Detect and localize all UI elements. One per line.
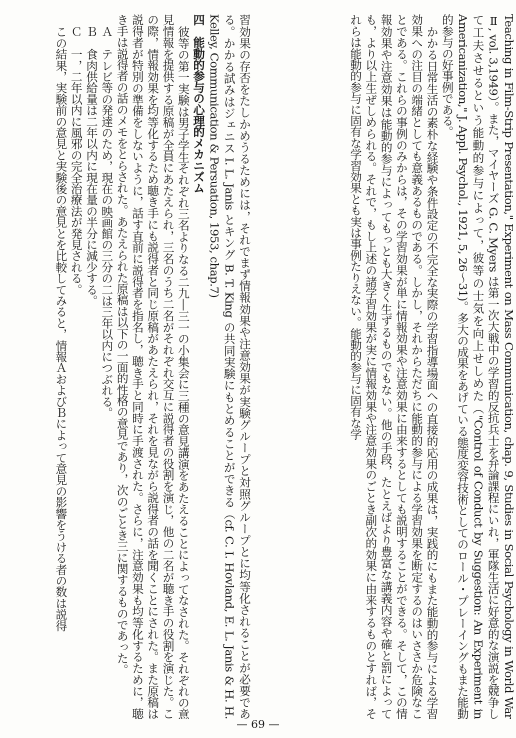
list-item: Ｃ 一，二年以内に風邪の完全治療法が発見される。: [69, 25, 84, 295]
section-heading: 四 能動的参与の心理的メカニズム: [192, 14, 207, 194]
list-item: Ｂ 食肉供給量は二年以内に現在量の半分に減少する。: [85, 25, 100, 306]
page-number: — 69 —: [236, 718, 280, 731]
text-column-right: [258, 14, 516, 719]
paragraph: 習効果の存否をたしかめうるためには，それでまず情報効果や注意効果が実験グループと対照グループとに均等化されることが必要である。かかる試みはジェニス I. L. Janis とキング B. T. King の共同実験にもとめることができる（cf. C. I. Hovland, E. L. Janis & H. H. Kelley, Communication & Persuation, 1953, chap.7): [207, 14, 252, 719]
paragraph: この結果，実験前の意見と実験後の意見とを比較してみると，情報ＡおよびＢによって意見の影響をうける者の数は説得: [54, 25, 69, 631]
list-item: Ａ テレビ等の発達のため，現在の映画館の三分の二は三年以内につぶれる。: [100, 25, 115, 418]
paragraph: 彼等の第一実験は男子学生それぞれ三名よりなる二九―三一の小集会に三種の意見講演をあたえることによってなされた。それぞれの意見情報を提供する原稿が全員にあたえられ，三名のうち二名がそれぞれ交互に説得者の役割を演じ，他の二名が聴き手の役割を演じた。この際，情報効果を均等化するため聴き手にも説得者と同じ原稿があたえられ，それを見ながら説得者の話を聞くことにされた。また原稿は説得者が特別の準備をしないように，話す直前に説得者を指名し，聴き手と同時に手渡された。さらに，注意効果も均等化するために，聴き手は説得者の話のメモをとらされた。あたえられた原稿は以下の一面的性格の意見であり，次のごとき三に関するものであった。: [115, 14, 191, 719]
paragraph: かかる日常生活の素朴な経験や条件設定の不完全な実際の学習指導場面への直接的応用の成果は，実践的にもまた能動的参与による学習効果への注目の端緒としても意義あるものである。しかし，それからただちに能動的参与による学習効果を断定するのはいささか危険なことである。これらの事例のみからは，その学習効果が単に情報効果や注意効果に由来するとしても説明することができる。そして，この情報効果や注意効果は能動的参与によってもっとも大きく生ずるものでもない。他の手段，たとえばより豊富な講義内容や確と罰によっても，より以上生ぜしめられる。それで，もし上述の諸学習効果が実に情報効果や注意効果のごとき副次的効果に由来するものとすれば，それらは能動的参与に固有な学習効果とも実は事例たりえない。能動的参与に固有な学: [349, 14, 440, 719]
paragraph: Teaching in Film-Strip Presentation," Experiment on Mass Communication, chap. 9, Studies in Social Psychology in World War Ⅱ, vol. 3,1949）。また，マイヤーズ G. C. Myers は第一次大戦中の学習的反抗兵士を弁論課程にいれ，軍隊生活に好意的な演説を競争して工夫させるという能動的参与によって，彼等の士気を向上せしめた（"Control of Conduct by Suggestion: An Experiment in Americanization," J. Appl. Psychol., 1921, 5, 26〜31)。多大の成果をあげている態度変容技術としてのロール・プレーイングもまた能動的参与の好事例である。: [440, 14, 516, 719]
text-column-left: [6, 14, 252, 719]
